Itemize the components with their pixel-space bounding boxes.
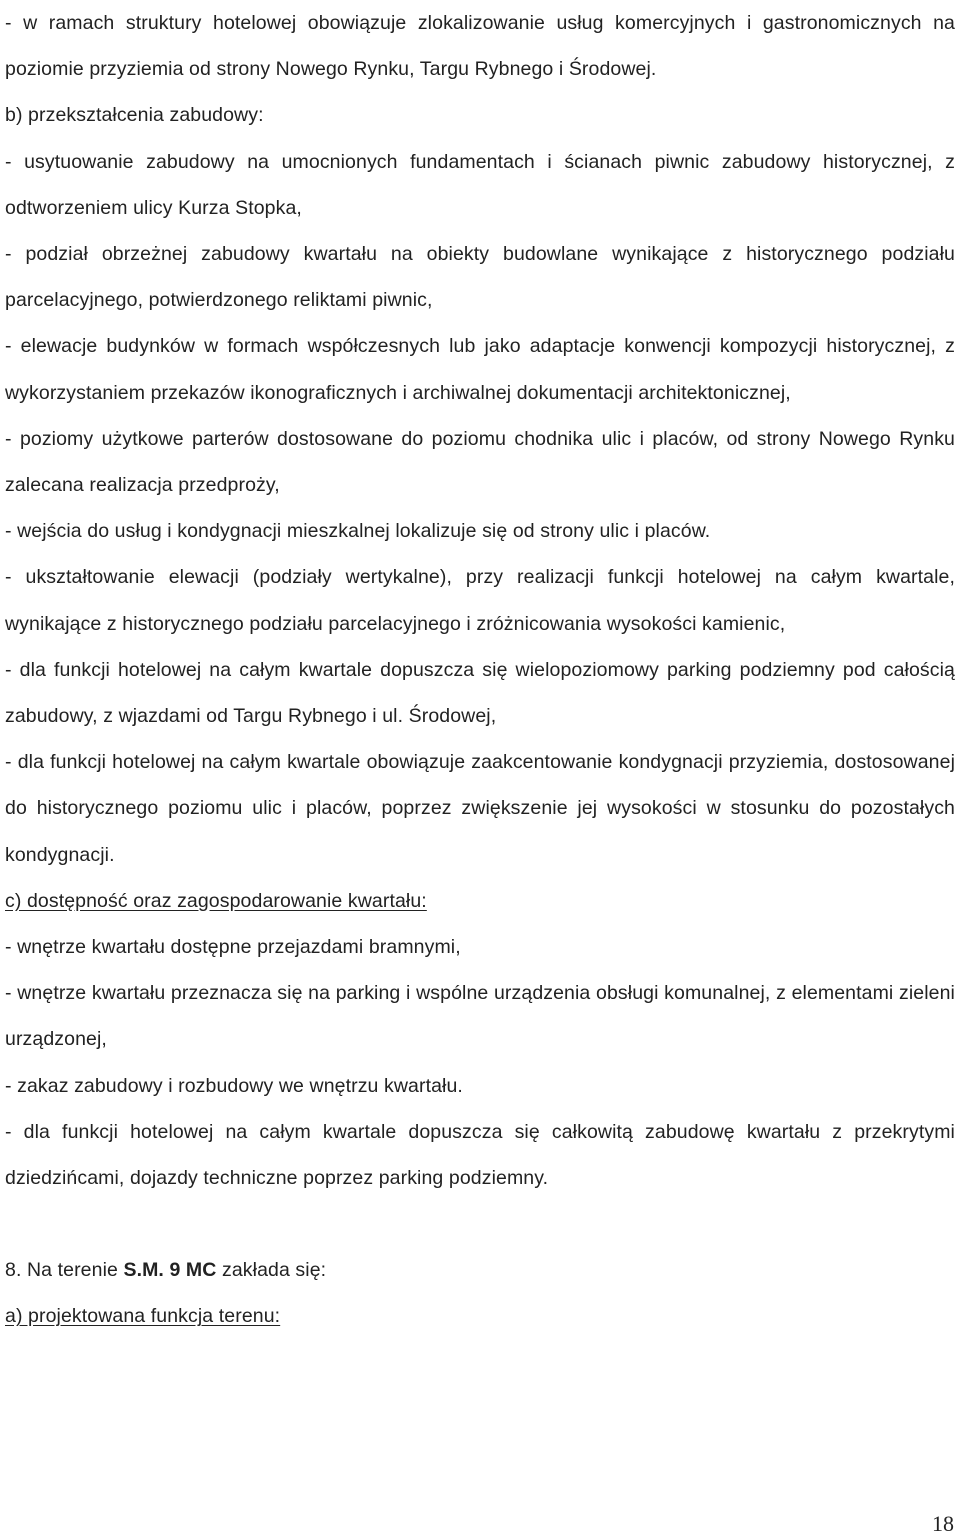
heading-c-dostepnosc: c) dostępność oraz zagospodarowanie kwartału:: [5, 889, 427, 912]
paragraph-1: - w ramach struktury hotelowej obowiązuje zlokalizowanie usług komercyjnych i gastronomicznych na poziomie przyziemia od strony Nowego Rynku, Targu Rybnego i Środowej.: [5, 12, 955, 81]
paragraph-8: - ukształtowanie elewacji (podziały wertykalne), przy realizacji funkcji hotelowej na całym kwartale, wynikające z historycznego podziału parcelacyjnego i zróżnicowania wysokości kamienic,: [5, 566, 955, 635]
spacer: [0, 1201, 960, 1247]
section-8-suffix: zakłada się:: [216, 1259, 327, 1282]
heading-a-projektowana-funkcja: a) projektowana funkcja terenu:: [5, 1305, 281, 1328]
paragraph-9: - dla funkcji hotelowej na całym kwartale dopuszcza się wielopoziomowy parking podziemny pod całością zabudowy, z wjazdami od Targu Rybnego i ul. Środowej,: [5, 658, 955, 728]
paragraph-14: - zakaz zabudowy i rozbudowy we wnętrzu kwartału.: [5, 1074, 463, 1097]
paragraph-5: - elewacje budynków w formach współczesnych lub jako adaptacje konwencji kompozycji historycznej, z wykorzystaniem przekazów ikonograficznych i archiwalnej dokumentacji architektonicznej,: [5, 335, 955, 404]
heading-b-przeksztalcenia: b) przekształcenia zabudowy:: [5, 104, 264, 127]
paragraph-10: - dla funkcji hotelowej na całym kwartale obowiązuje zaakcentowanie kondygnacji przyziemia, dostosowanej do historycznego poziomu ulic i placów, poprzez zwiększenie jej wysokości w stosunku do pozostałych kondygnacji.: [5, 751, 955, 866]
page-number: 18: [932, 1511, 954, 1536]
paragraph-15: - dla funkcji hotelowej na całym kwartale dopuszcza się całkowitą zabudowę kwartału z przekrytymi dziedzińcami, dojazdy techniczne poprzez parking podziemny.: [5, 1120, 955, 1190]
section-8-prefix: 8. Na terenie: [5, 1259, 124, 1282]
paragraph-4: - podział obrzeżnej zabudowy kwartału na obiekty budowlane wynikające z historycznego podziału parcelacyjnego, potwierdzonego reliktami piwnic,: [5, 243, 955, 312]
paragraph-3: - usytuowanie zabudowy na umocnionych fundamentach i ścianach piwnic zabudowy historycznej, z odtworzeniem ulicy Kurza Stopka,: [5, 150, 955, 219]
paragraph-6: - poziomy użytkowe parterów dostosowane do poziomu chodnika ulic i placów, od strony Nowego Rynku zalecana realizacja przedproży,: [5, 427, 955, 497]
section-8-code: S.M. 9 MC: [123, 1259, 217, 1282]
paragraph-7: - wejścia do usług i kondygnacji mieszkalnej lokalizuje się od strony ulic i placów.: [5, 520, 711, 543]
paragraph-13: - wnętrze kwartału przeznacza się na parking i wspólne urządzenia obsługi komunalnej, z elementami zieleni urządzonej,: [5, 982, 955, 1051]
section-8-heading: [5, 1247, 955, 1293]
paragraph-12: - wnętrze kwartału dostępne przejazdami bramnymi,: [5, 936, 461, 959]
